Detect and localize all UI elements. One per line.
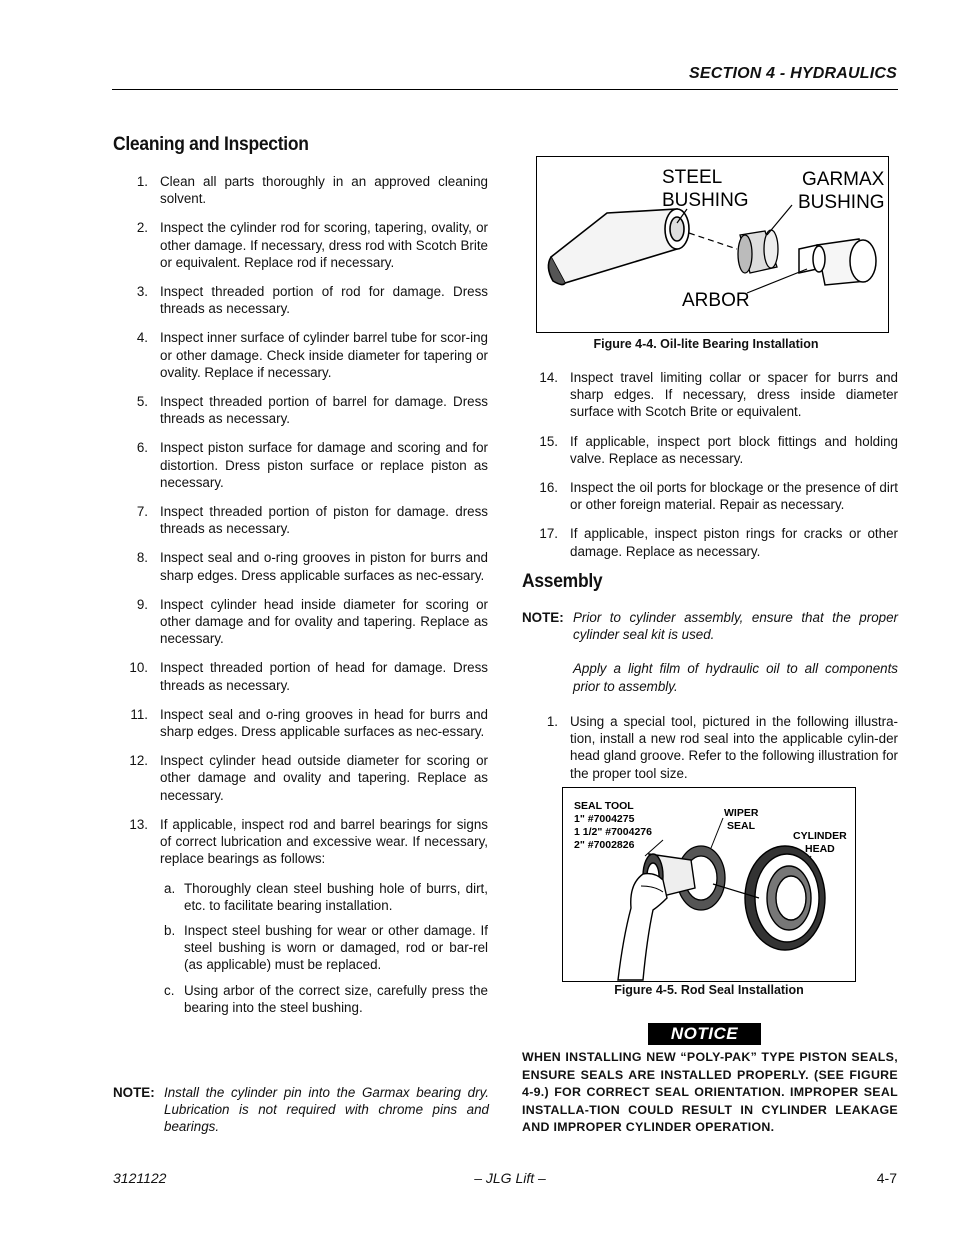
list-item-number: 3. bbox=[136, 284, 148, 300]
list-item-text: Inspect threaded portion of barrel for damage. Dress threads as necessary. bbox=[160, 394, 488, 427]
list-item-number: c. bbox=[164, 982, 175, 998]
list-item-text: Using arbor of the correct size, carefully press the bearing into the steel bushing. bbox=[184, 982, 488, 1015]
cleaning-list bbox=[112, 173, 488, 1024]
assembly-note-label: NOTE: bbox=[522, 610, 564, 625]
list-item-text: Inspect threaded portion of piston for damage. dress threads as necessary. bbox=[160, 504, 488, 537]
label-tool-1-5in: 1 1/2" #7004276 bbox=[574, 826, 652, 838]
footer-doc-number: 3121122 bbox=[113, 1170, 167, 1186]
list-item-number: 12. bbox=[129, 753, 148, 769]
list-item-text: Inspect the oil ports for blockage or the presence of dirt or other foreign material. Repair as necessary. bbox=[570, 480, 898, 513]
footer-page-number: 4-7 bbox=[876, 1170, 897, 1186]
list-item-number: 2. bbox=[136, 220, 148, 236]
list-item-number: 17. bbox=[539, 526, 558, 542]
list-item-number: 6. bbox=[136, 440, 148, 456]
list-item-text: If applicable, inspect port block fittings and holding valve. Replace as necessary. bbox=[570, 433, 898, 466]
list-item-number: 15. bbox=[539, 433, 558, 449]
section-title: SECTION 4 - HYDRAULICS bbox=[689, 65, 897, 82]
list-item-text: Clean all parts thoroughly in an approved cleaning solvent. bbox=[160, 174, 488, 207]
list-item-text: Inspect seal and o-ring grooves in piston for burrs and sharp edges. Dress applicable surfaces as nec-essary. bbox=[160, 550, 488, 583]
list-item bbox=[522, 479, 898, 513]
figure-4-4-box bbox=[536, 156, 889, 333]
list-item bbox=[112, 549, 488, 583]
list-item-text: Inspect travel limiting collar or spacer for burrs and sharp edges. If necessary, dress inside diameter surface with Scotch Brite or equivalent. bbox=[570, 370, 898, 420]
figure-4-5-box bbox=[562, 787, 856, 982]
cleaning-note bbox=[113, 1084, 489, 1136]
list-item-text: Inspect piston surface for damage and scoring and for distortion. Dress piston surface or replace piston as necessary. bbox=[160, 440, 488, 490]
assembly-note bbox=[522, 609, 898, 695]
list-item bbox=[112, 706, 488, 740]
list-item bbox=[112, 982, 488, 1016]
list-item bbox=[112, 219, 488, 271]
inspection-list-continued bbox=[522, 369, 898, 572]
list-item bbox=[112, 283, 488, 317]
list-item-number: 8. bbox=[136, 550, 148, 566]
assembly-note-text-2: Apply a light film of hydraulic oil to all components prior to assembly. bbox=[573, 661, 898, 694]
list-item-text: Inspect the cylinder rod for scoring, tapering, ovality, or other damage. If necessary, dress rod with Scotch Brite or equivalent. Replace rod if necessary. bbox=[160, 220, 488, 270]
list-item bbox=[112, 752, 488, 804]
list-item bbox=[522, 369, 898, 421]
label-tool-2in: 2" #7002826 bbox=[574, 839, 635, 851]
label-seal-tool: SEAL TOOL bbox=[574, 800, 634, 812]
notice-badge: NOTICE bbox=[648, 1023, 761, 1045]
list-item-number: 14. bbox=[539, 370, 558, 385]
list-item-number: a. bbox=[164, 880, 176, 896]
list-item bbox=[112, 880, 488, 914]
list-item bbox=[112, 173, 488, 207]
list-item bbox=[522, 433, 898, 467]
list-item-text: Thoroughly clean steel bushing hole of burrs, dirt, etc. to facilitate bearing installation. bbox=[184, 880, 488, 913]
notice-text: WHEN INSTALLING NEW “POLY-PAK” TYPE PISTON SEALS, ENSURE SEALS ARE INSTALLED PROPERLY. (SEE FIGURE 4-9.) FOR CORRECT SEAL ORIENTATION. IMPROPER SEAL INSTALLA-TION COULD RESULT IN CYLINDER LEAKAGE AND IMPROPER CYLINDER OPERATION. bbox=[522, 1050, 898, 1135]
list-item-number: 10. bbox=[129, 660, 148, 676]
list-item-number: 11. bbox=[130, 706, 148, 722]
cleaning-heading: Cleaning and Inspection bbox=[113, 134, 309, 155]
bearing-installation-illustration bbox=[537, 157, 888, 332]
label-cylinder: CYLINDER bbox=[793, 830, 847, 842]
note-text: Install the cylinder pin into the Garmax bearing dry. Lubrication is not required with chrome pins and bearings. bbox=[164, 1085, 489, 1135]
list-item-text: Using a special tool, pictured in the following illustra-tion, install a new rod seal into the applicable cylin-der head gland groove. Refer to the following illustration for the proper tool size. bbox=[570, 714, 898, 781]
list-item-number: 16. bbox=[539, 480, 558, 496]
list-item-number: 1. bbox=[546, 714, 558, 729]
list-item-number: b. bbox=[164, 922, 176, 938]
list-item-text: Inspect inner surface of cylinder barrel tube for scor-ing or other damage. Check inside diameter for tapering or ovality. Replace if necessary. bbox=[160, 330, 488, 380]
list-item bbox=[112, 503, 488, 537]
note-label: NOTE: bbox=[113, 1085, 155, 1100]
list-item bbox=[112, 659, 488, 693]
list-item bbox=[112, 393, 488, 427]
list-item bbox=[112, 329, 488, 381]
label-arbor: ARBOR bbox=[682, 290, 750, 311]
list-item-text: Inspect threaded portion of rod for damage. Dress threads as necessary. bbox=[160, 284, 488, 317]
list-item-number: 13. bbox=[129, 816, 148, 832]
rod-seal-illustration bbox=[563, 788, 855, 981]
footer-brand: – JLG Lift – bbox=[474, 1170, 546, 1186]
header-rule bbox=[112, 89, 898, 90]
label-garmax: GARMAX bbox=[802, 169, 885, 190]
list-item-number: 5. bbox=[136, 394, 148, 410]
list-item bbox=[112, 439, 488, 491]
list-item-text: Inspect seal and o-ring grooves in head for burrs and sharp edges. Dress applicable surfaces as nec-essary. bbox=[160, 706, 488, 740]
list-item bbox=[522, 713, 898, 782]
list-item bbox=[112, 596, 488, 648]
list-item bbox=[522, 525, 898, 559]
label-steel: STEEL bbox=[662, 167, 723, 188]
list-item-number: 1. bbox=[136, 174, 148, 189]
list-item-text: If applicable, inspect rod and barrel bearings for signs of correct lubrication and excessive wear. If necessary, replace bearings as follows: bbox=[160, 816, 488, 867]
label-steel-bushing: BUSHING bbox=[662, 190, 749, 211]
label-tool-1in: 1" #7004275 bbox=[574, 813, 635, 825]
list-item-number: 7. bbox=[136, 504, 148, 520]
list-item-text: Inspect cylinder head inside diameter for scoring or other damage and for ovality and tapering. Replace as necessary. bbox=[160, 596, 488, 647]
list-item-text: Inspect cylinder head outside diameter for scoring or other damage and ovality and tapering. Replace as necessary. bbox=[160, 753, 488, 803]
assembly-heading: Assembly bbox=[522, 571, 603, 592]
list-item-text: Inspect steel bushing for wear or other damage. If steel bushing is worn or damaged, rod or bar-rel (as applicable) must be replaced. bbox=[184, 922, 488, 973]
label-garmax-bushing: BUSHING bbox=[798, 192, 885, 213]
assembly-list bbox=[522, 713, 898, 794]
assembly-note-text-1: Prior to cylinder assembly, ensure that the proper cylinder seal kit is used. bbox=[573, 610, 898, 643]
figure-4-4-caption: Figure 4-4. Oil-lite Bearing Installation bbox=[593, 337, 819, 351]
list-item-text: Inspect threaded portion of head for damage. Dress threads as necessary. bbox=[160, 660, 488, 693]
figure-4-5-caption: Figure 4-5. Rod Seal Installation bbox=[614, 983, 804, 997]
list-item-text: If applicable, inspect piston rings for cracks or other damage. Replace as necessary. bbox=[570, 526, 898, 559]
label-wiper: WIPER bbox=[724, 807, 759, 819]
list-item-number: 4. bbox=[136, 330, 148, 346]
list-item bbox=[112, 816, 488, 868]
list-item bbox=[112, 922, 488, 974]
label-wiper-seal: SEAL bbox=[727, 820, 756, 832]
label-cylinder-head: HEAD bbox=[805, 843, 835, 855]
list-item-number: 9. bbox=[136, 596, 148, 612]
